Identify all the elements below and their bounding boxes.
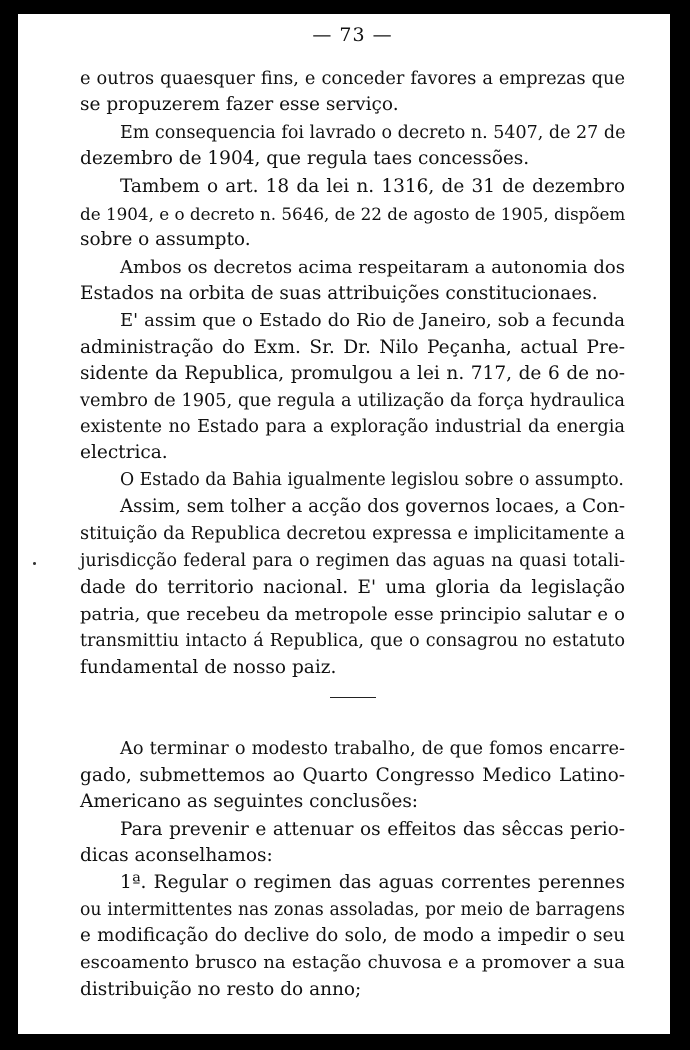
text-line: stituição da Republica decretou expressa e implicitamente a: [80, 524, 625, 544]
text-line: e outros quaesquer fins, e conceder favores a emprezas que: [80, 69, 625, 89]
text-line: electrica.: [80, 442, 168, 463]
text-line: O Estado da Bahia igualmente legislou sobre o assumpto.: [120, 470, 624, 490]
text-line: transmittiu intacto á Republica, que o consagrou no estatuto: [80, 631, 625, 651]
text-line: administração do Exm. Sr. Dr. Nilo Peçanha, actual Pre-: [80, 337, 625, 358]
text-line: dezembro de 1904, que regula taes concessões.: [80, 148, 530, 169]
text-line: gado, submettemos ao Quarto Congresso Medico Latino-: [80, 765, 625, 786]
text-line: Para prevenir e attenuar os effeitos das sêccas perio-: [120, 819, 625, 840]
section-divider: [330, 697, 376, 698]
text-line: fundamental de nosso paiz.: [80, 657, 337, 678]
text-line: vembro de 1905, que regula a utilização da força hydraulica: [80, 391, 625, 411]
text-line: Em consequencia foi lavrado o decreto n. 5407, de 27 de: [120, 123, 626, 143]
text-line: sobre o assumpto.: [80, 229, 251, 250]
text-line: Ao terminar o modesto trabalho, de que fomos encarre-: [120, 739, 625, 759]
text-line: dicas aconselhamos:: [80, 845, 273, 866]
text-line: Americano as seguintes conclusões:: [80, 791, 419, 812]
text-line: Ambos os decretos acima respeitaram a autonomia dos: [120, 257, 625, 278]
text-line: sidente da Republica, promulgou a lei n. 717, de 6 de no-: [80, 363, 625, 384]
text-line: dade do territorio nacional. E' uma gloria da legislação: [80, 577, 625, 598]
text-line: existente no Estado para a exploração industrial da energia: [80, 417, 625, 437]
stray-ink-mark: [33, 562, 36, 565]
text-line: jurisdicção federal para o regimen das aguas na quasi totali-: [80, 551, 625, 571]
text-line: 1ª. Regular o regimen das aguas correntes perennes: [120, 872, 625, 893]
text-line: Assim, sem tolher a acção dos governos locaes, a Con-: [120, 496, 625, 517]
text-line: E' assim que o Estado do Rio de Janeiro, sob a fecunda: [120, 310, 625, 331]
text-line: Estados na orbita de suas attribuições constitucionaes.: [80, 283, 598, 304]
page-number: — 73 —: [312, 24, 393, 46]
text-line: distribuição no resto do anno;: [80, 979, 362, 1000]
text-line: patria, que recebeu da metropole esse principio salutar e o: [80, 604, 625, 625]
text-line: de 1904, e o decreto n. 5646, de 22 de agosto de 1905, dispõem: [80, 204, 626, 224]
book-page: [18, 14, 670, 1034]
text-line: ou intermittentes nas zonas assoladas, por meio de barragens: [80, 900, 625, 920]
text-line: se propuzerem fazer esse serviço.: [80, 94, 399, 115]
text-line: Tambem o art. 18 da lei n. 1316, de 31 de dezembro: [120, 176, 625, 197]
text-line: e modificação do declive do solo, de modo a impedir o seu: [80, 925, 625, 946]
text-line: escoamento brusco na estação chuvosa e a promover a sua: [80, 952, 625, 973]
